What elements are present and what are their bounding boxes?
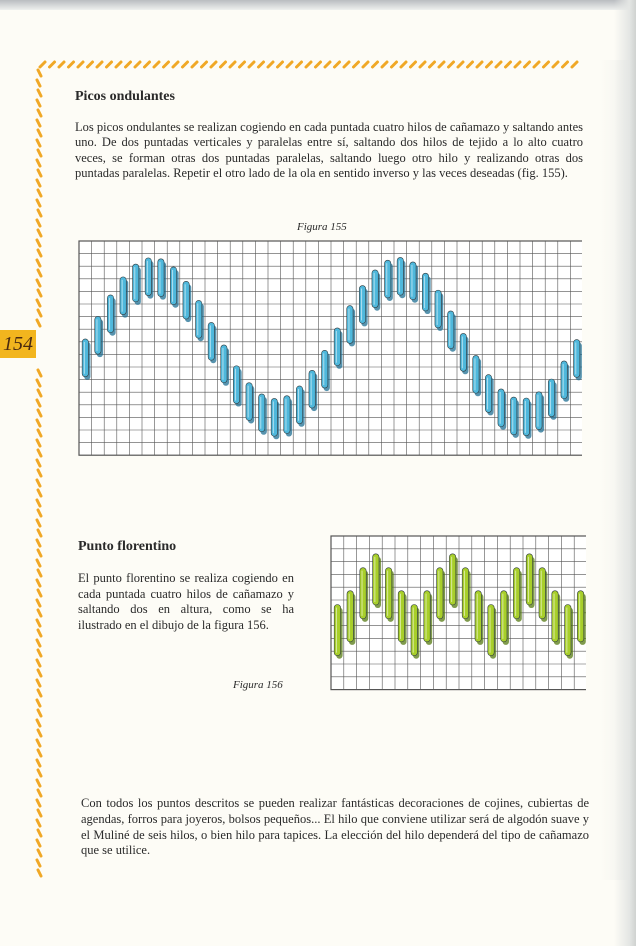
blue-stitch bbox=[523, 398, 531, 439]
blue-stitch bbox=[548, 379, 556, 420]
green-stitch bbox=[398, 591, 406, 645]
blue-stitch bbox=[473, 355, 481, 396]
blue-stitch bbox=[120, 277, 128, 318]
figure-155-stitch-diagram bbox=[78, 240, 582, 460]
blue-stitch bbox=[574, 340, 582, 381]
green-stitch bbox=[526, 554, 534, 608]
green-stitch bbox=[513, 568, 521, 622]
blue-stitch bbox=[422, 273, 430, 314]
blue-stitch bbox=[460, 333, 468, 374]
border-dashes bbox=[37, 62, 577, 876]
blue-stitch bbox=[208, 322, 216, 363]
blue-stitch bbox=[498, 389, 506, 430]
blue-stitch bbox=[435, 290, 443, 331]
blue-stitch bbox=[372, 270, 380, 311]
green-stitch bbox=[552, 591, 560, 645]
figure-156-stitch-diagram bbox=[330, 535, 586, 693]
blue-stitch bbox=[271, 398, 279, 439]
blue-stitch bbox=[397, 257, 405, 298]
green-stitch bbox=[347, 591, 355, 645]
canvas-grid bbox=[331, 536, 586, 690]
blue-stitch bbox=[246, 383, 254, 424]
green-stitch bbox=[334, 605, 342, 659]
blue-stitch bbox=[410, 262, 418, 303]
section-title-punto-florentino: Punto florentino bbox=[78, 539, 177, 554]
green-stitch bbox=[437, 568, 445, 622]
blue-stitch bbox=[170, 267, 178, 308]
green-stitch bbox=[501, 591, 509, 645]
blue-stitch bbox=[322, 350, 330, 391]
blue-stitch bbox=[347, 306, 355, 347]
blue-stitch bbox=[183, 281, 191, 322]
green-stitch bbox=[424, 591, 432, 645]
green-stitch bbox=[565, 605, 573, 659]
blue-stitch bbox=[221, 345, 229, 386]
green-stitch bbox=[462, 568, 470, 622]
blue-stitch bbox=[536, 392, 544, 433]
closing-paragraph: Con todos los puntos descritos se pueden realizar fantásticas decoraciones de cojines, cubiertas de agendas, forros para joyeros, bolsos pequeños... El hilo que conviene utilizar será de algodón suave y el Muliné de seis hilos, o bien hilo para tapices. La elección del hilo dependerá del tipo de cañamazo que se utilice. bbox=[81, 796, 589, 858]
blue-stitch bbox=[95, 316, 103, 357]
section-body-punto-florentino: El punto florentino se realiza cogiendo en cada puntada cuatro hilos de cañamazo y saltando dos en altura, como se ha ilustrado en el dibujo de la figura 156. bbox=[78, 571, 294, 632]
green-stitch bbox=[539, 568, 547, 622]
blue-stitch bbox=[334, 328, 342, 369]
section-title-picos-ondulantes: Picos ondulantes bbox=[75, 89, 175, 104]
canvas-grid bbox=[79, 241, 582, 455]
green-stitch bbox=[577, 591, 585, 645]
blue-stitch bbox=[511, 397, 519, 438]
blue-stitch bbox=[158, 259, 166, 300]
figure-155-caption: Figura 155 bbox=[297, 221, 347, 233]
blue-stitch bbox=[309, 370, 317, 411]
green-stitch bbox=[449, 554, 457, 608]
blue-stitch bbox=[133, 264, 141, 305]
blue-stitch bbox=[448, 311, 456, 352]
blue-stitch bbox=[196, 300, 204, 341]
green-stitch bbox=[488, 605, 496, 659]
green-stitch bbox=[475, 591, 483, 645]
blue-stitch bbox=[259, 394, 267, 435]
page-number-tab: 154 bbox=[0, 330, 36, 358]
blue-stitch bbox=[296, 386, 304, 427]
blue-stitch bbox=[385, 260, 393, 301]
green-stitch bbox=[385, 568, 393, 622]
figure-156-caption: Figura 156 bbox=[233, 679, 283, 691]
blue-stitch bbox=[107, 295, 115, 336]
section-body-picos-ondulantes: Los picos ondulantes se realizan cogiendo en cada puntada cuatro hilos de cañamazo y saltando antes uno. De dos puntadas verticales y paralelas entre sí, saltando dos hilos de tejido a lo alto cuatro veces, se forman otras dos puntadas paralelas, saltando luego otro hilo y realizando otras dos puntadas paralelas. Repetir el otro lado de la ola en sentido inverso y las veces deseadas (fig. 155). bbox=[75, 120, 583, 181]
blue-stitch bbox=[485, 375, 493, 416]
blue-stitch bbox=[82, 339, 90, 380]
green-stitch bbox=[360, 568, 368, 622]
blue-stitch bbox=[284, 396, 292, 437]
blue-stitch bbox=[145, 258, 153, 299]
blue-stitch bbox=[561, 361, 569, 402]
blue-stitch bbox=[359, 286, 367, 327]
blue-stitch bbox=[233, 366, 241, 407]
green-stitch bbox=[373, 554, 381, 608]
green-stitch bbox=[411, 605, 419, 659]
